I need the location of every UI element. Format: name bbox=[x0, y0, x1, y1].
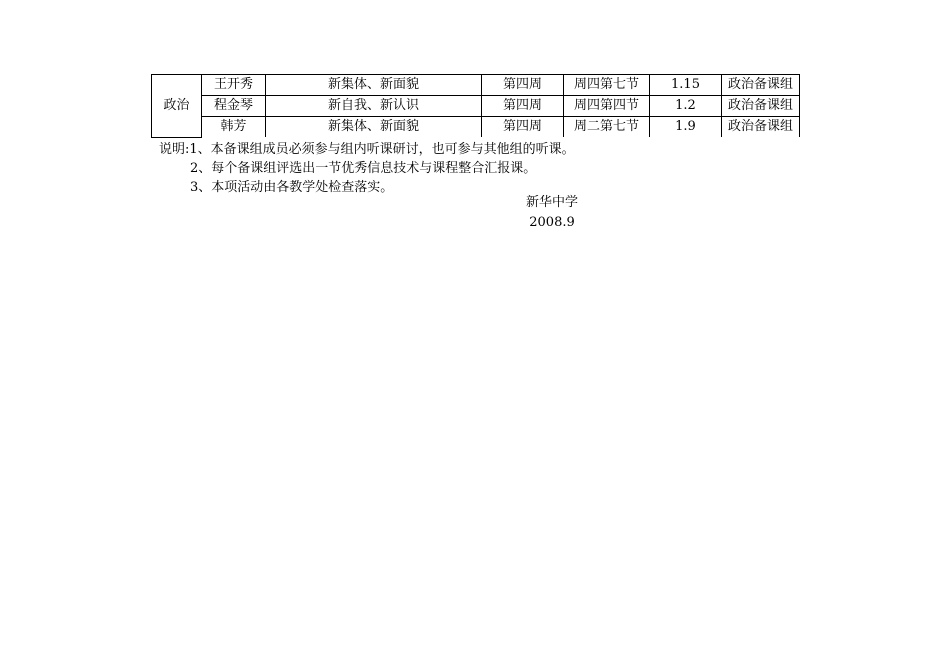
subject-cell: 政治 bbox=[152, 75, 202, 138]
signature-date: 2008.9 bbox=[529, 215, 575, 230]
teacher-cell: 王开秀 bbox=[202, 75, 266, 96]
week-cell: 第四周 bbox=[482, 96, 564, 117]
school-name: 新华中学 bbox=[525, 195, 578, 210]
teacher-cell: 韩芳 bbox=[202, 117, 266, 138]
notes-section bbox=[159, 140, 575, 197]
topic-cell: 新自我、新认识 bbox=[266, 96, 482, 117]
week-cell: 第四周 bbox=[482, 75, 564, 96]
note-line-2: 2、每个备课组评选出一节优秀信息技术与课程整合汇报课。 bbox=[190, 161, 537, 176]
table-row bbox=[152, 96, 800, 117]
teacher-cell: 程金琴 bbox=[202, 96, 266, 117]
group-cell: 政治备课组 bbox=[722, 117, 800, 138]
table-row bbox=[152, 75, 800, 96]
time-cell: 周二第七节 bbox=[564, 117, 650, 138]
topic-cell: 新集体、新面貌 bbox=[266, 117, 482, 138]
schedule-table bbox=[151, 74, 800, 138]
group-cell: 政治备课组 bbox=[722, 75, 800, 96]
table-row bbox=[152, 117, 800, 138]
note-line-1: 说明:1、本备课组成员必须参与组内听课研讨，也可参与其他组的听课。 bbox=[159, 142, 575, 157]
group-cell: 政治备课组 bbox=[722, 96, 800, 117]
time-cell: 周四第七节 bbox=[564, 75, 650, 96]
topic-cell: 新集体、新面貌 bbox=[266, 75, 482, 96]
room-cell: 1.2 bbox=[650, 96, 722, 117]
week-cell: 第四周 bbox=[482, 117, 564, 138]
note-line-3: 3、本项活动由各教学处检查落实。 bbox=[190, 180, 394, 195]
room-cell: 1.15 bbox=[650, 75, 722, 96]
signature-block bbox=[500, 193, 604, 233]
time-cell: 周四第四节 bbox=[564, 96, 650, 117]
room-cell: 1.9 bbox=[650, 117, 722, 138]
